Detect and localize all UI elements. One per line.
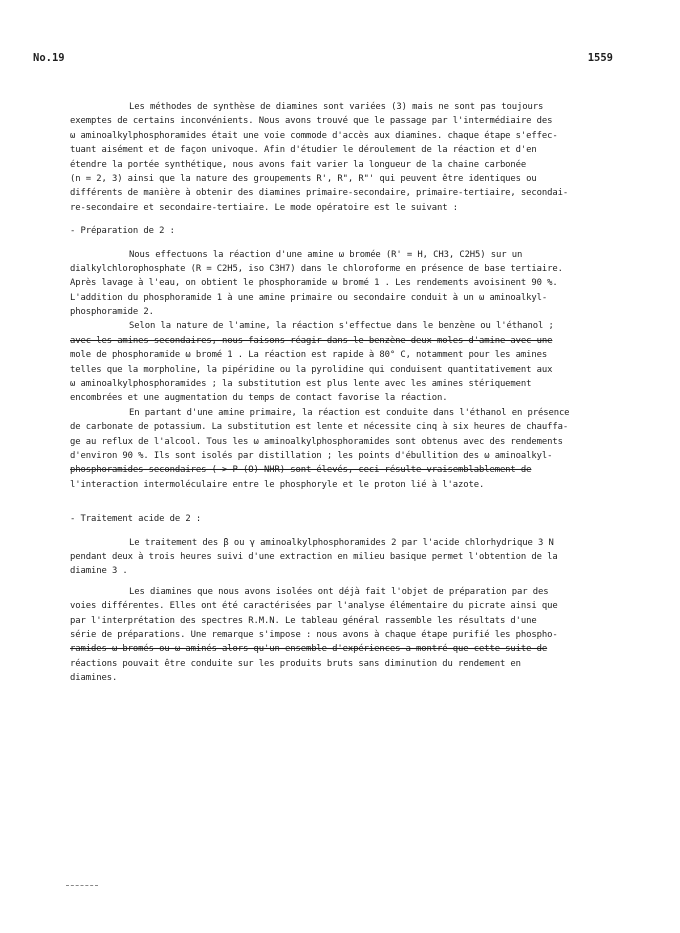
text-line: ω aminoalkylphosphoramides était une voie commode d'accès aux diamines. chaque étape s'effec- xyxy=(70,130,558,141)
paragraph-reaction xyxy=(70,248,630,320)
text-line: exemptes de certains inconvénients. Nous avons trouvé que le passage par l'intermédiaire des xyxy=(70,116,553,127)
text-line: tuant aisément et de façon univoque. Afin d'étudier le déroulement de la réaction et d'en xyxy=(70,145,537,156)
text-line: En partant d'une amine primaire, la réaction est conduite dans l'éthanol en présence xyxy=(129,407,570,418)
text-line: (n = 2, 3) ainsi que la nature des groupements R', R", R"' qui peuvent être identiques ou xyxy=(70,173,537,184)
text-line: diamines. xyxy=(70,673,118,684)
text-line: Les méthodes de synthèse de diamines sont variées (3) mais ne sont pas toujours xyxy=(129,102,544,112)
struck-text-line: ramides ω bromés ou ω aminés alors qu'un ensemble d'expériences a montré que cette suite de xyxy=(70,644,548,655)
text-line: Les diamines que nous avons isolées ont déjà fait l'objet de préparation par des xyxy=(129,586,549,597)
text-line: L'addition du phosphoramide 1 à une amine primaire ou secondaire conduit à un ω aminoalkyl- xyxy=(70,292,548,303)
text-line: étendre la portée synthétique, nous avons fait varier la longueur de la chaine carbonée xyxy=(70,159,527,170)
text-line: ω aminoalkylphosphoramides ; la substitution est plus lente avec les amines stériquement xyxy=(70,379,532,390)
struck-text-line: phosphoramides secondaires ( > P (O) NHR) sont élevés, ceci résulte vraisemblablement de xyxy=(70,465,532,476)
text-line: d'environ 90 %. Ils sont isolés par distillation ; les points d'ébullition des ω aminoalkyl- xyxy=(70,450,553,461)
text-line: Selon la nature de l'amine, la réaction s'effectue dans le benzène ou l'éthanol ; xyxy=(129,321,554,332)
text-line: Le traitement des β ou γ aminoalkylphosphoramides 2 par l'acide chlorhydrique 3 N xyxy=(129,537,554,548)
text-line: par l'interprétation des spectres R.M.N. Le tableau général rassemble les résultats d'une xyxy=(70,615,537,626)
text-line: voies différentes. Elles ont été caractérisées par l'analyse élémentaire du picrate ainsi que xyxy=(70,601,558,612)
text-line: diamine 3 . xyxy=(70,566,128,577)
paragraph-diamines xyxy=(70,585,630,686)
paragraph-amine-nature xyxy=(70,319,630,405)
text-line: ge au reflux de l'alcool. Tous les ω aminoalkylphosphoramides sont obtenus avec des rendements xyxy=(70,436,563,447)
paragraph-acid-treatment xyxy=(70,536,630,579)
section-heading-preparation: - Préparation de 2 : xyxy=(70,226,175,237)
text-line: série de préparations. Une remarque s'impose : nous avons à chaque étape purifié les phospho- xyxy=(70,629,558,640)
text-line: Après lavage à l'eau, on obtient le phosphoramide ω bromé 1 . Les rendements avoisinent 90 %. xyxy=(70,278,558,289)
paragraph-intro xyxy=(70,100,630,215)
footnote-rule xyxy=(66,885,98,886)
article-body xyxy=(70,100,630,685)
text-line: mole de phosphoramide ω bromé 1 . La réaction est rapide à 80° C, notamment pour les amines xyxy=(70,350,548,361)
text-line: re-secondaire et secondaire-tertiaire. Le mode opératoire est le suivant : xyxy=(70,202,458,213)
text-line: l'interaction intermoléculaire entre le phosphoryle et le proton lié à l'azote. xyxy=(70,479,485,490)
page-number: 1559 xyxy=(587,52,613,64)
text-line: Nous effectuons la réaction d'une amine ω bromée (R' = H, CH3, C2H5) sur un xyxy=(129,249,523,260)
text-line: pendant deux à trois heures suivi d'une extraction en milieu basique permet l'obtention de la xyxy=(70,551,558,562)
section-heading-acid-treatment: - Traitement acide de 2 : xyxy=(70,514,202,525)
text-line: de carbonate de potassium. La substitution est lente et nécessite cinq à six heures de chauffa- xyxy=(70,422,569,433)
struck-text-line: avec les amines secondaires, nous faisons réagir dans le benzène deux moles d'amine avec une xyxy=(70,335,553,346)
journal-issue-number: No.19 xyxy=(33,52,65,64)
text-line: telles que la morpholine, la pipéridine ou la pyrolidine qui conduisent quantitativement aux xyxy=(70,364,553,375)
paragraph-primary-amine xyxy=(70,406,630,492)
text-line: différents de manière à obtenir des diamines primaire-secondaire, primaire-tertiaire, secondai- xyxy=(70,188,569,199)
text-line: encombrées et une augmentation du temps de contact favorise la réaction. xyxy=(70,393,448,404)
text-line: réactions pouvait être conduite sur les produits bruts sans diminution du rendement en xyxy=(70,658,521,669)
text-line: phosphoramide 2. xyxy=(70,307,154,318)
text-line: dialkylchlorophosphate (R = C2H5, iso C3H7) dans le chloroforme en présence de base tertiaire. xyxy=(70,263,563,274)
